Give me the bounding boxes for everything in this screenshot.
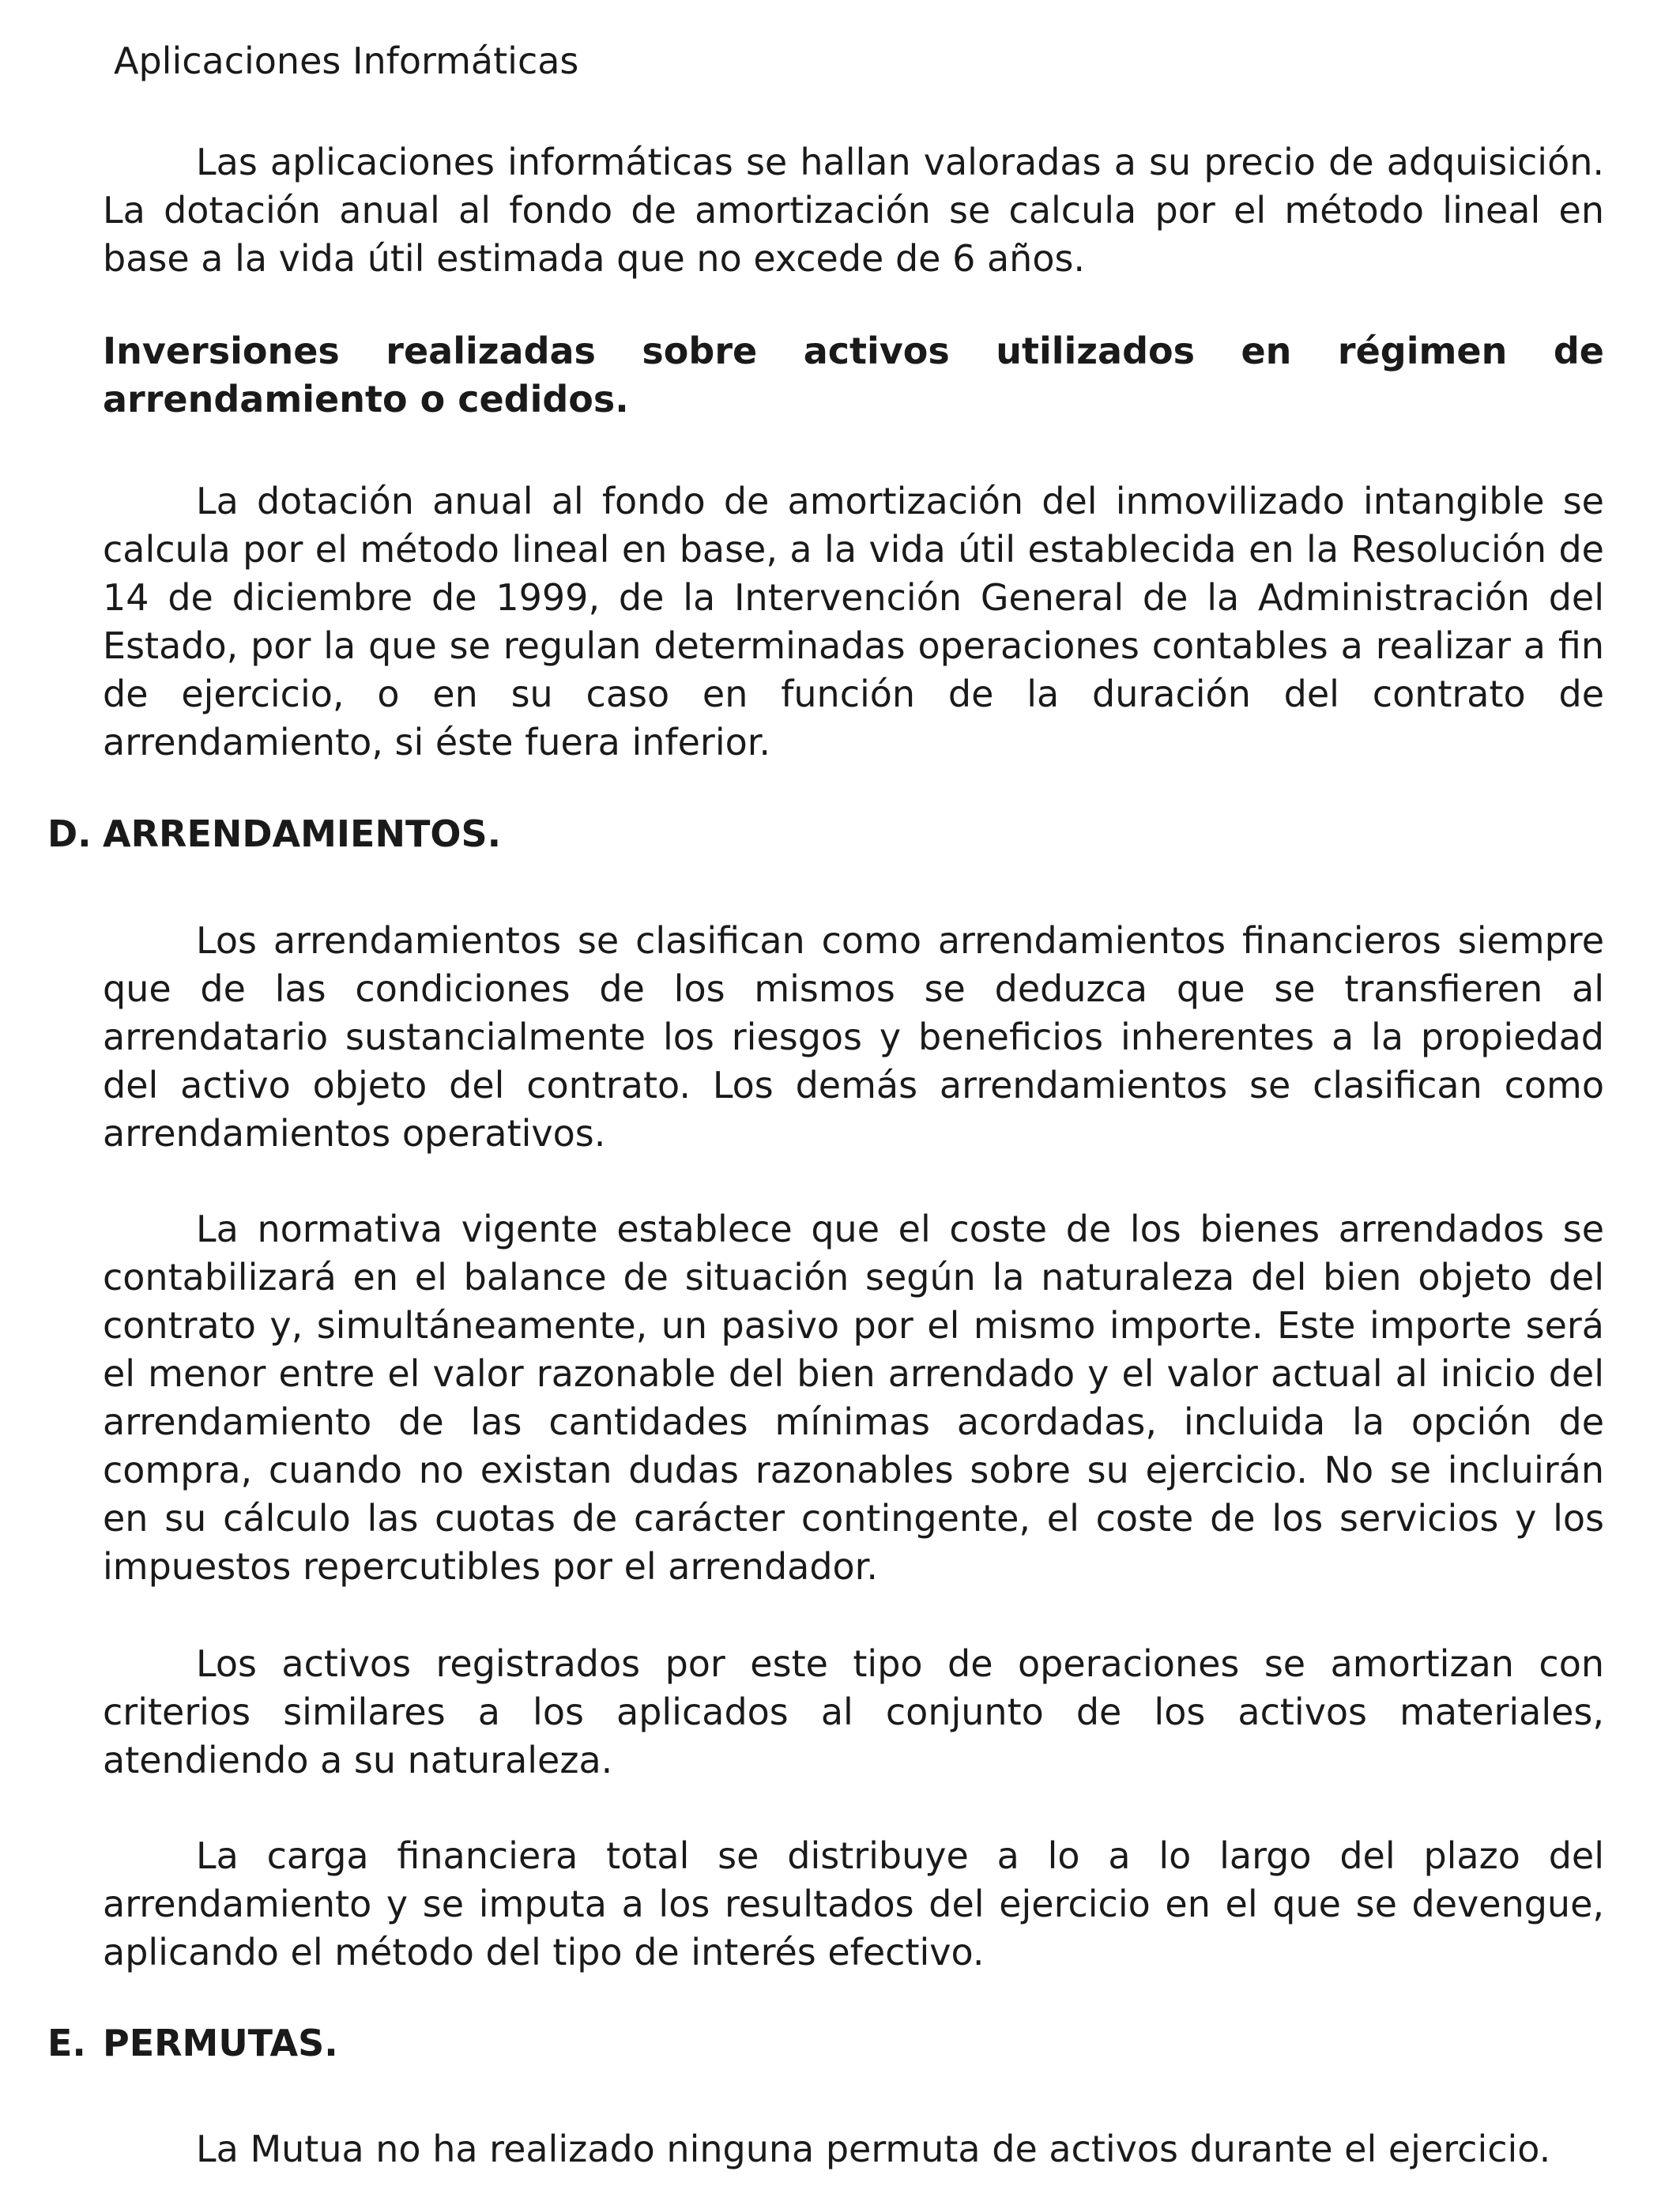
section-e-letter: E. <box>47 2022 86 2064</box>
section-d-title: ARRENDAMIENTOS. <box>103 812 502 855</box>
section-e-paragraph-1: La Mutua no ha realizado ninguna permuta de activos durante el ejercicio. <box>196 2128 1551 2170</box>
section-e-title: PERMUTAS. <box>103 2022 338 2064</box>
section-d-paragraph-2: La normativa vigente establece que el coste de los bienes arrendados se contabilizará en el balance de situación según la naturaleza del bien objeto del contrato y, simultáneamente, un pasivo por el mismo importe. Este importe será el menor entre el valor razonable del bien arrendado y el valor actual al inicio del arrendamiento de las cantidades mínimas acordadas, incluida la opción de compra, cuando no existan dudas razonables sobre su ejercicio. No se incluirán en su cálculo las cuotas de carácter contingente, el coste de los servicios y los impuestos repercutibles por el arrendador. <box>103 1208 1604 1588</box>
section-d-heading <box>47 810 501 858</box>
section-d-paragraph-1: Los arrendamientos se clasifican como arrendamientos financieros siempre que de las condiciones de los mismos se deduzca que se transfieren al arrendatario sustancialmente los riesgos y beneficios inherentes a la propiedad del activo objeto del contrato. Los demás arrendamientos se clasifican como arrendamientos operativos. <box>103 919 1604 1155</box>
section-d-letter: D. <box>47 812 92 855</box>
paragraph-software: Las aplicaciones informáticas se hallan valoradas a su precio de adquisición. La dotación anual al fondo de amortización se calcula por el método lineal en base a la vida útil estimada que no excede de 6 años. <box>103 141 1604 280</box>
heading-leased-assets: Inversiones realizadas sobre activos utilizados en régimen de arrendamiento o cedidos. <box>103 330 1604 420</box>
paragraph-leased-assets: La dotación anual al fondo de amortización del inmovilizado intangible se calcula por el método lineal en base, a la vida útil establecida en la Resolución de 14 de diciembre de 1999, de la Intervención General de la Administración del Estado, por la que se regulan determinadas operaciones contables a realizar a fin de ejercicio, o en su caso en función de la duración del contrato de arrendamiento, si éste fuera inferior. <box>103 480 1604 763</box>
section-d-paragraph-4: La carga financiera total se distribuye a lo a lo largo del plazo del arrendamiento y se imputa a los resultados del ejercicio en el que se devengue, aplicando el método del tipo de interés efectivo. <box>103 1834 1604 1973</box>
heading-software: Aplicaciones Informáticas <box>114 40 579 82</box>
section-e-heading <box>47 2019 338 2068</box>
section-d-paragraph-3: Los activos registrados por este tipo de operaciones se amortizan con criterios similares a los aplicados al conjunto de los activos materiales, atendiendo a su naturaleza. <box>103 1642 1604 1781</box>
